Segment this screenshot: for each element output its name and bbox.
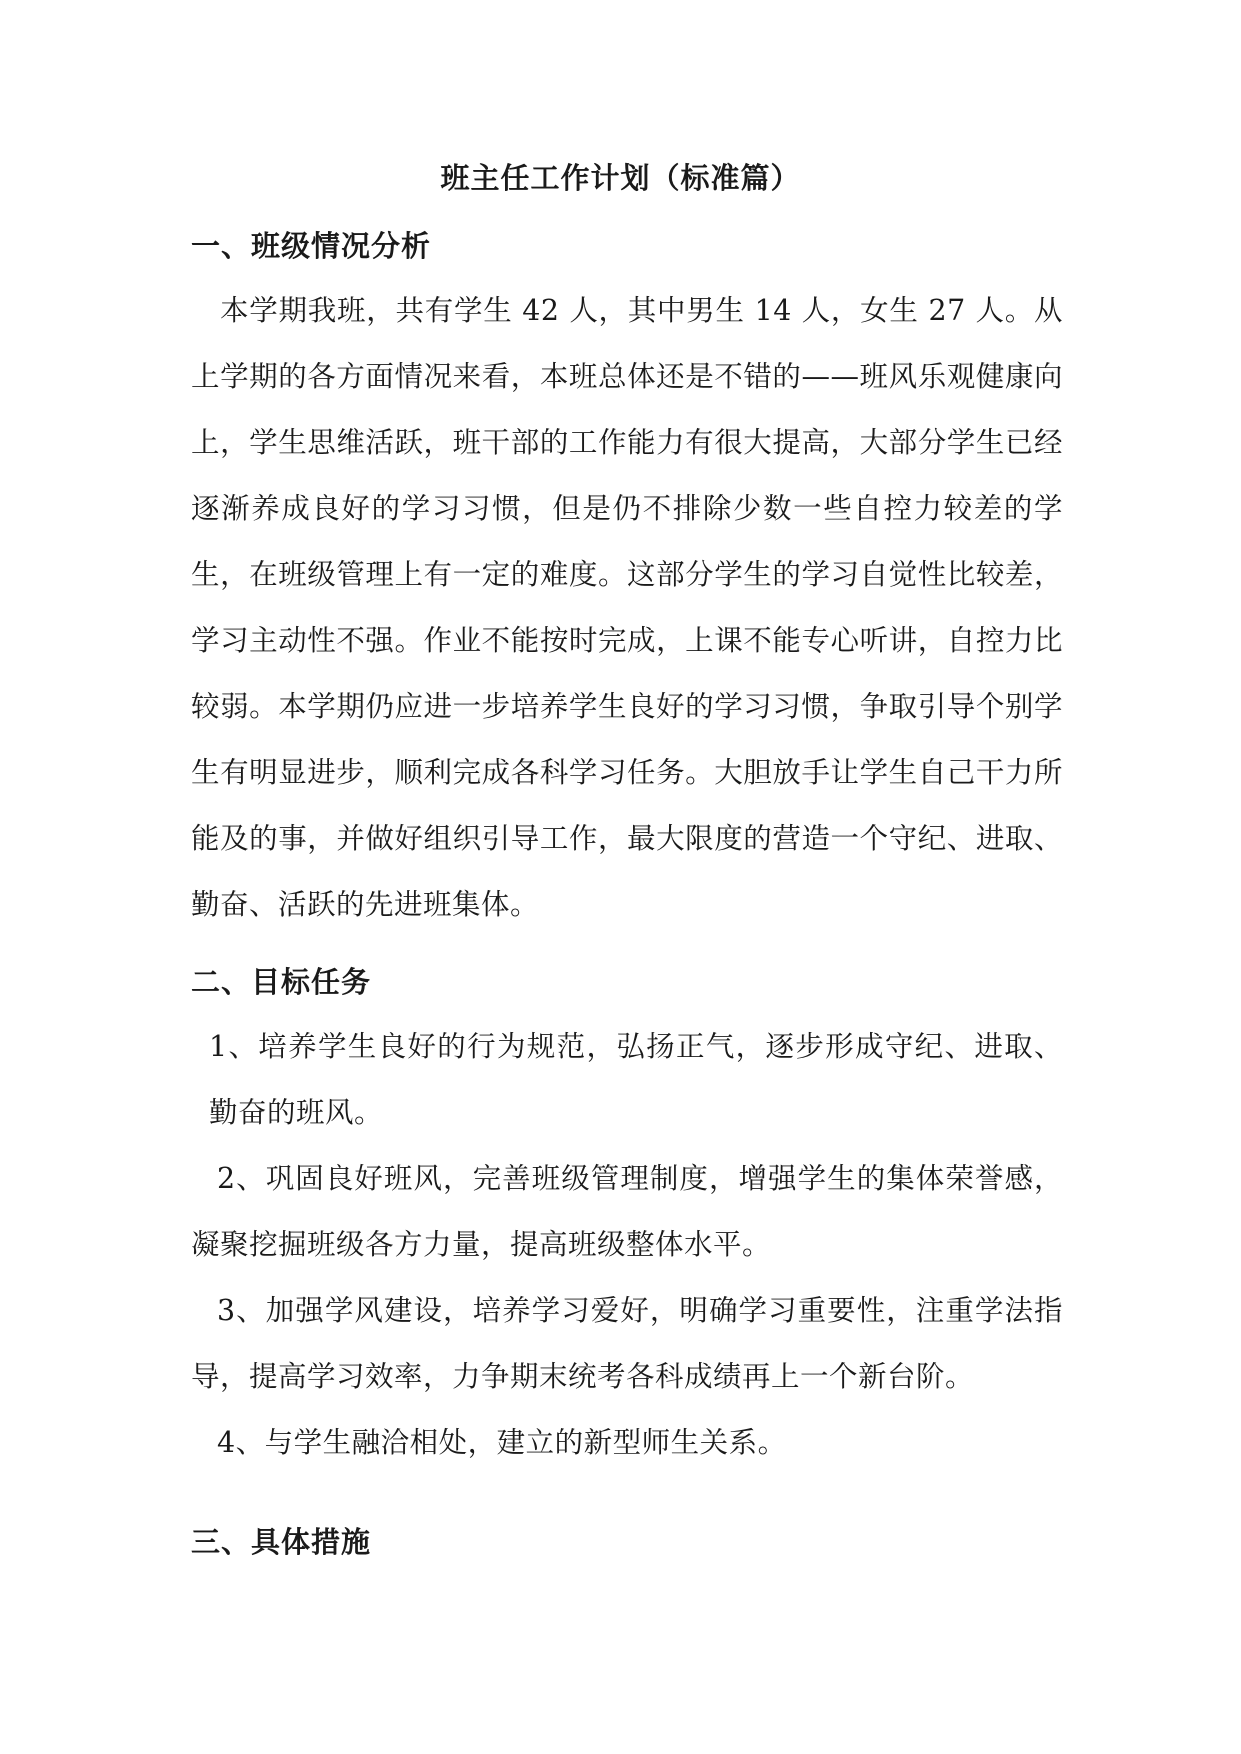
goal-item-4: 4、与学生融洽相处，建立的新型师生关系。 bbox=[217, 1426, 787, 1459]
section-heading-measures: 三、具体措施 bbox=[191, 1525, 372, 1559]
section-heading-goals: 二、目标任务 bbox=[191, 965, 372, 999]
goal-item-2: 2、巩固良好班风，完善班级管理制度，增强学生的集体荣誉感，凝聚挖掘班级各方力量，提高班级整体水平。 bbox=[191, 1162, 1063, 1261]
document-title: 班主任工作计划（标准篇） bbox=[440, 161, 801, 195]
goal-item-3: 3、加强学风建设，培养学习爱好，明确学习重要性，注重学法指导，提高学习效率，力争期末统考各科成绩再上一个新台阶。 bbox=[191, 1294, 1063, 1393]
goal-item-1: 1、培养学生良好的行为规范，弘扬正气，逐步形成守纪、进取、勤奋的班风。 bbox=[209, 1030, 1063, 1129]
section-heading-analysis: 一、班级情况分析 bbox=[191, 229, 432, 263]
analysis-paragraph: 本学期我班，共有学生 42 人，其中男生 14 人，女生 27 人。从上学期的各方面情况来看，本班总体还是不错的——班风乐观健康向上，学生思维活跃，班干部的工作能力有很大提高，大部分学生已经逐渐养成良好的学习习惯，但是仍不排除少数一些自控力较差的学生，在班级管理上有一定的难度。这部分学生的学习自觉性比较差，学习主动性不强。作业不能按时完成，上课不能专心听讲，自控力比较弱。本学期仍应进一步培养学生良好的学习习惯，争取引导个别学生有明显进步，顺利完成各科学习任务。大胆放手让学生自己干力所能及的事，并做好组织引导工作，最大限度的营造一个守纪、进取、勤奋、活跃的先进班集体。 bbox=[191, 294, 1063, 921]
